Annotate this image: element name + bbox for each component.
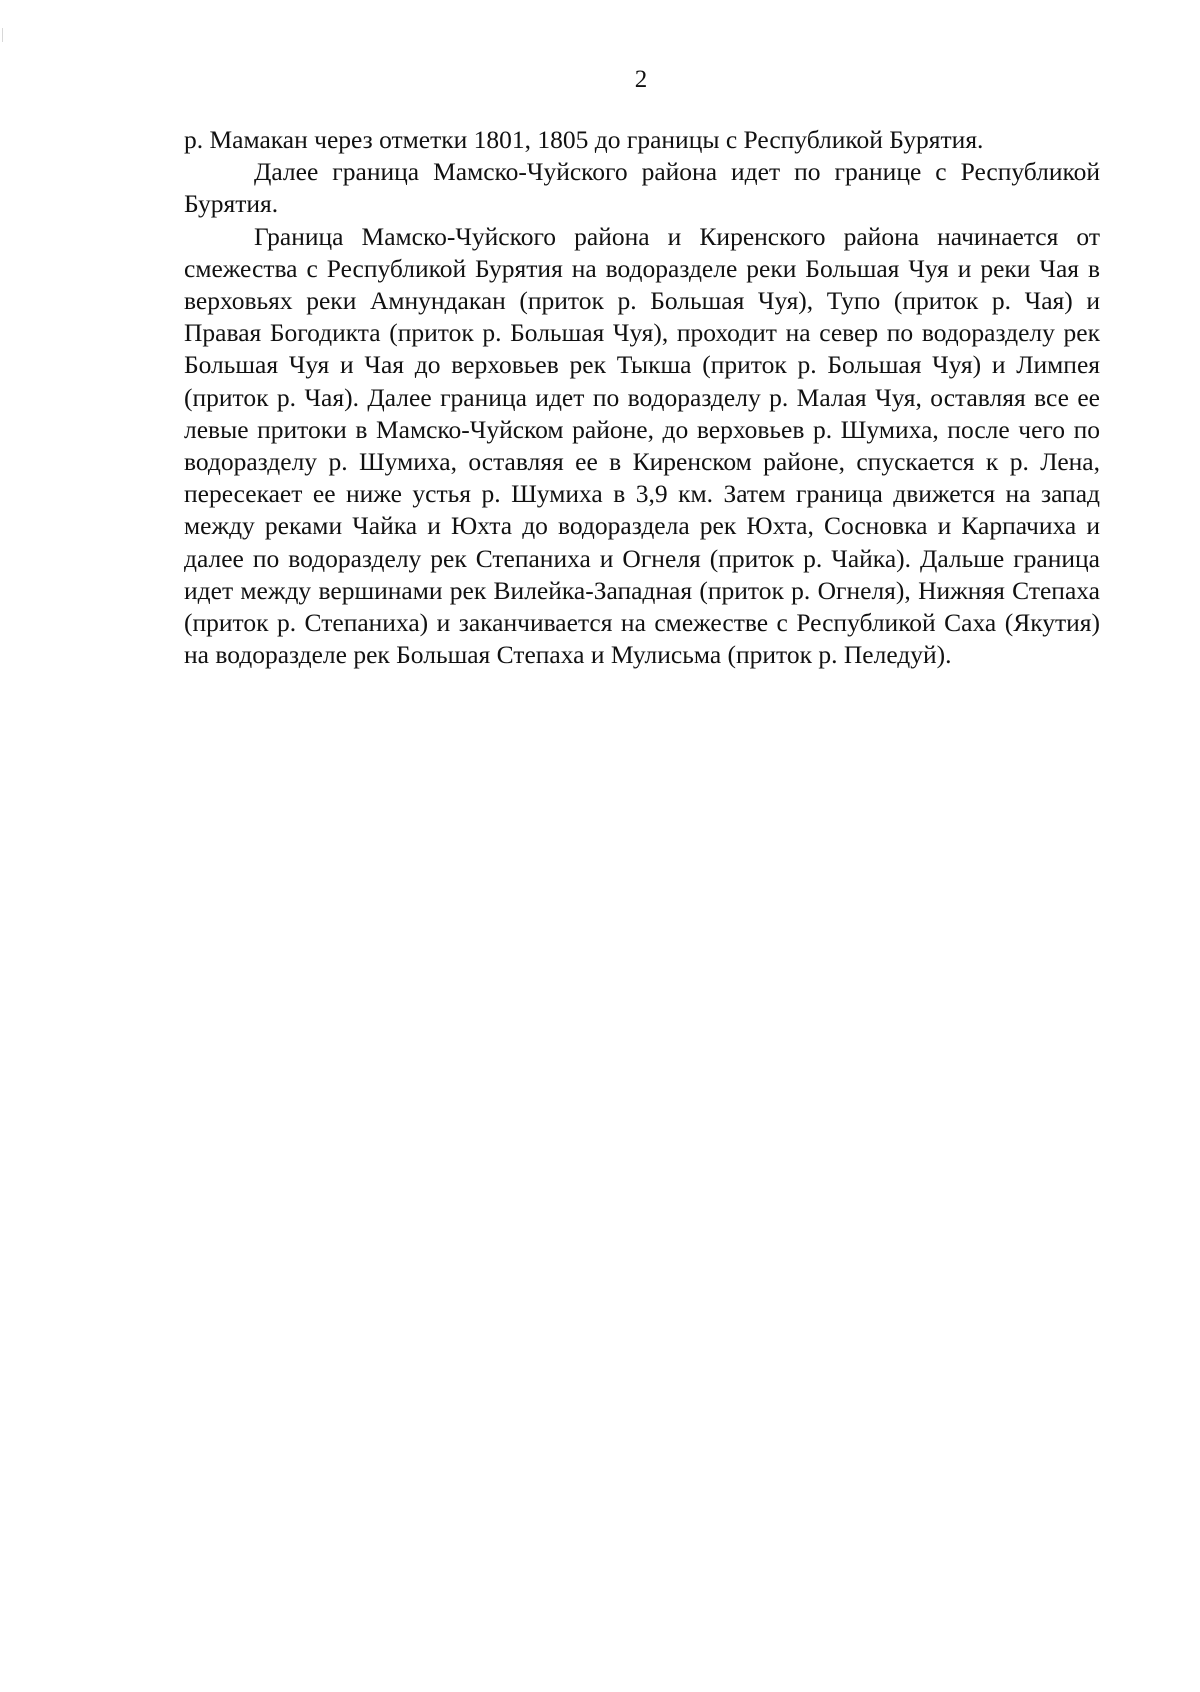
page-number: 2	[634, 66, 648, 93]
scan-edge-mark	[2, 28, 3, 42]
paragraph-border-buryatia: Далее граница Мамско-Чуйского района идет по границе с Республикой Бурятия.	[184, 157, 1100, 219]
document-body	[184, 124, 1100, 671]
paragraph-continuation: р. Мамакан через отметки 1801, 1805 до границы с Республикой Бурятия.	[184, 125, 984, 154]
paragraph-border-kirensky: Граница Мамско-Чуйского района и Киренского района начинается от смежества с Республикой Бурятия на водоразделе реки Большая Чуя и реки Чая в верховьях реки Амнундакан (приток р. Большая Чуя), Тупо (приток р. Чая) и Правая Богодикта (приток р. Большая Чуя), проходит на север по водоразделу рек Большая Чуя и Чая до верховьев рек Тыкша (приток р. Большая Чуя) и Лимпея (приток р. Чая). Далее граница идет по водоразделу р. Малая Чуя, оставляя все ее левые притоки в Мамско-Чуйском районе, до верховьев р. Шумиха, после чего по водоразделу р. Шумиха, оставляя ее в Киренском районе, спускается к р. Лена, пересекает ее ниже устья р. Шумиха в 3,9 км. Затем граница движется на запад между реками Чайка и Юхта до водораздела рек Юхта, Сосновка и Карпачиха и далее по водоразделу рек Степаниха и Огнеля (приток р. Чайка). Дальше граница идет между вершинами рек Вилейка-Западная (приток р. Огнеля), Нижняя Степаха (приток р. Степаниха) и заканчивается на смежестве с Республикой Саха (Якутия) на водоразделе рек Большая Степаха и Мулисьма (приток р. Пеледуй).	[184, 221, 1100, 670]
